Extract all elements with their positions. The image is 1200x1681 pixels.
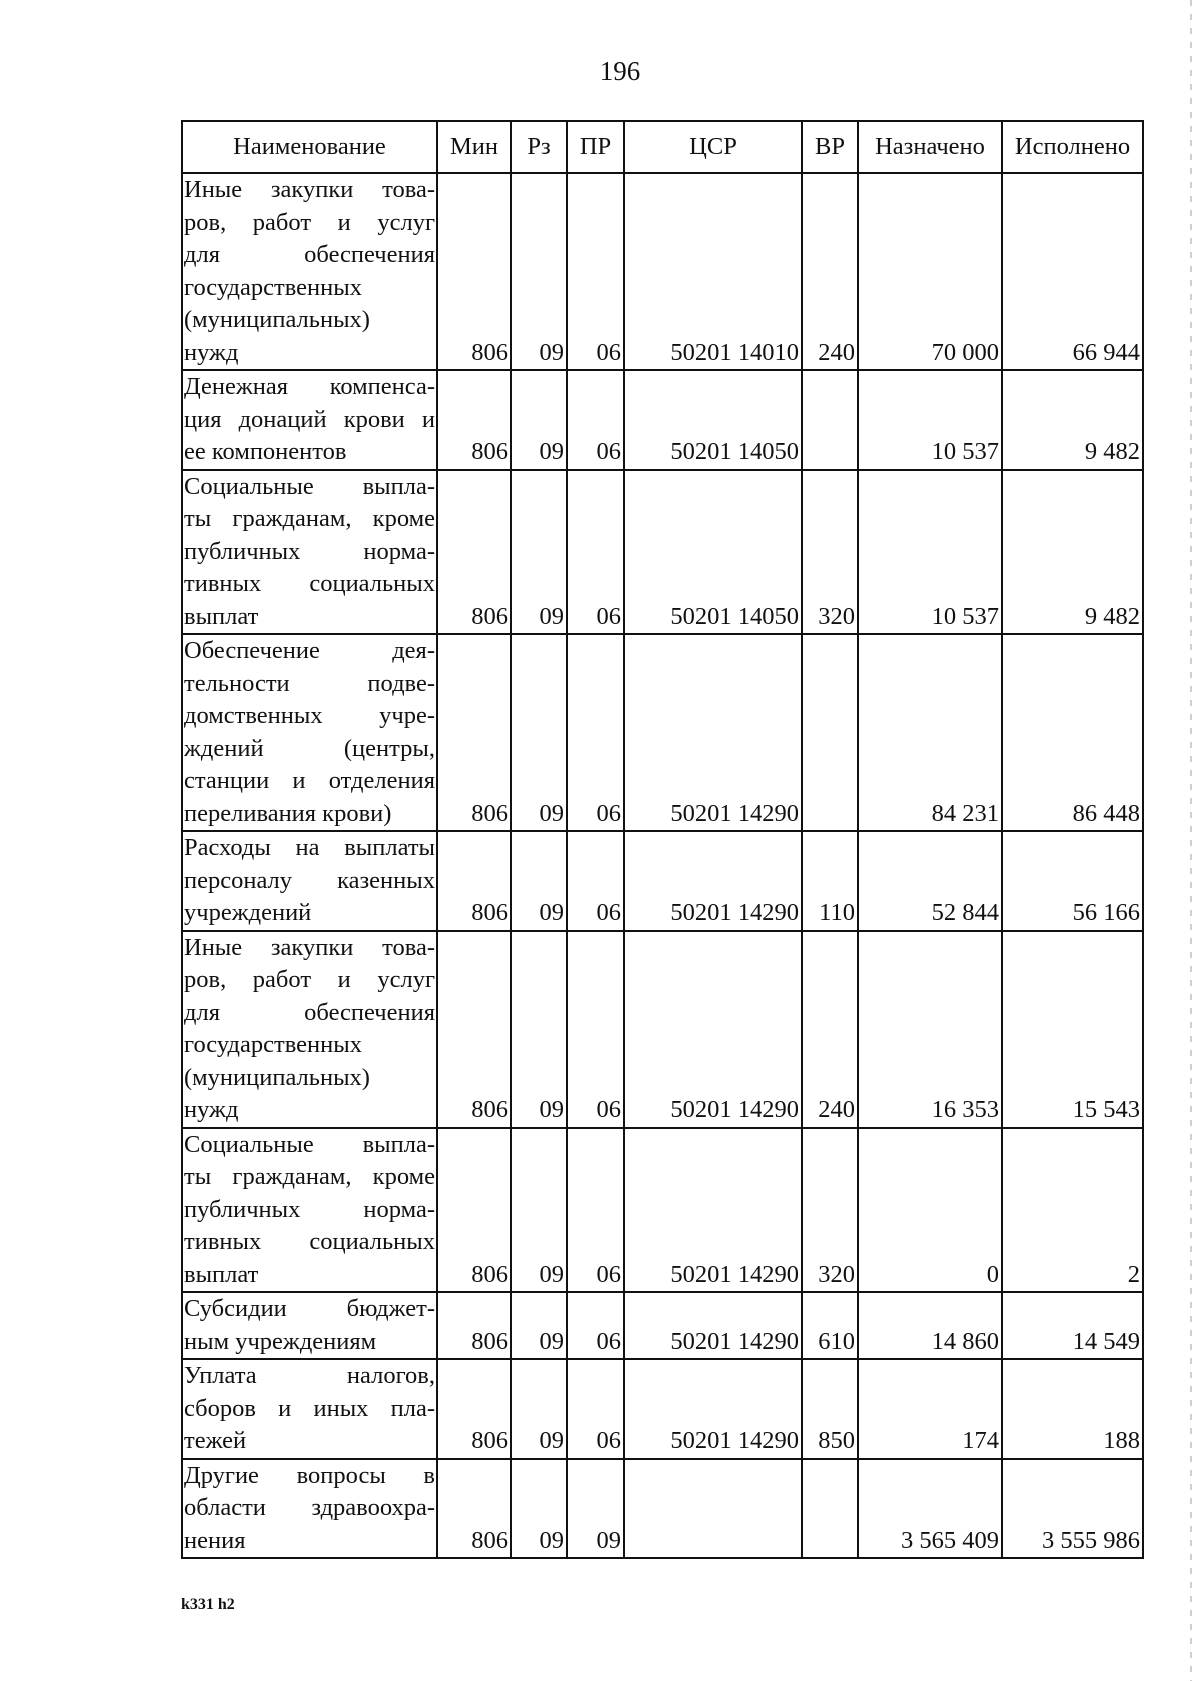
cell-executed: 56 166 <box>1002 831 1143 931</box>
cell-csr: 50201 14050 <box>624 470 802 635</box>
row-name-line: домственных учре- <box>184 702 435 729</box>
table-row <box>182 173 1143 370</box>
cell-pr: 06 <box>567 931 624 1128</box>
header-rz: Рз <box>511 121 567 173</box>
page-number: 196 <box>599 56 641 86</box>
row-name-line: ция донаций крови и <box>184 405 435 433</box>
row-name-line: учреждений <box>184 899 312 926</box>
cell-csr: 50201 14290 <box>624 931 802 1128</box>
row-name-cell <box>182 1359 437 1459</box>
cell-assigned: 10 537 <box>858 370 1002 470</box>
cell-pr: 06 <box>567 831 624 931</box>
cell-min: 806 <box>437 1292 511 1359</box>
row-name-line: ным учреждениям <box>184 1327 377 1355</box>
cell-vr: 320 <box>802 470 858 635</box>
cell-pr: 06 <box>567 1128 624 1293</box>
cell-assigned: 70 000 <box>858 173 1002 370</box>
row-name-line: тивных социальных <box>184 570 435 597</box>
row-name-line: станции и отделения <box>184 767 435 794</box>
cell-min: 806 <box>437 634 511 831</box>
header-name: Наименование <box>182 121 437 173</box>
row-name-cell <box>182 831 437 931</box>
row-name-line: (муниципальных) <box>184 1063 370 1091</box>
row-name-line: государственных <box>184 1031 362 1058</box>
table-row <box>182 470 1143 635</box>
cell-min: 806 <box>437 173 511 370</box>
row-name-cell <box>182 173 437 370</box>
table-row <box>182 1359 1143 1459</box>
row-name-line: Субсидии бюджет- <box>184 1295 435 1322</box>
row-name-line: Другие вопросы в <box>184 1461 435 1489</box>
row-name-line: тивных социальных <box>184 1228 435 1255</box>
header-assigned: Назначено <box>858 121 1002 173</box>
row-name-line: ее компонентов <box>184 438 347 465</box>
cell-min: 806 <box>437 831 511 931</box>
row-name-line: ты гражданам, кроме <box>184 1163 435 1190</box>
row-name-cell <box>182 1128 437 1293</box>
cell-rz: 09 <box>511 370 567 470</box>
cell-vr: 850 <box>802 1359 858 1459</box>
row-name-line: для обеспечения <box>184 241 435 268</box>
row-name-line: Иные закупки това- <box>184 933 435 961</box>
row-name-line: ты гражданам, кроме <box>184 505 435 532</box>
row-name-line: Иные закупки това- <box>184 176 435 203</box>
cell-pr: 06 <box>567 1292 624 1359</box>
row-name-cell <box>182 370 437 470</box>
cell-executed: 3 555 986 <box>1002 1459 1143 1559</box>
cell-rz: 09 <box>511 173 567 370</box>
row-name-cell <box>182 634 437 831</box>
cell-csr: 50201 14290 <box>624 1359 802 1459</box>
row-name-line: тежей <box>184 1427 247 1454</box>
cell-csr: 50201 14050 <box>624 370 802 470</box>
header-min: Мин <box>437 121 511 173</box>
row-name-line: Расходы на выплаты <box>184 834 435 861</box>
cell-csr: 50201 14010 <box>624 173 802 370</box>
cell-assigned: 174 <box>858 1359 1002 1459</box>
row-name-line: (муниципальных) <box>184 306 370 333</box>
row-name-line: Уплата налогов, <box>184 1362 435 1389</box>
header-executed: Исполнено <box>1002 121 1143 173</box>
row-name-line: Социальные выпла- <box>184 472 435 500</box>
cell-assigned: 16 353 <box>858 931 1002 1128</box>
row-name-cell <box>182 1459 437 1559</box>
budget-table <box>181 120 1144 1559</box>
cell-assigned: 84 231 <box>858 634 1002 831</box>
table-row <box>182 1459 1143 1559</box>
cell-assigned: 10 537 <box>858 470 1002 635</box>
row-name-line: выплат <box>184 602 259 630</box>
cell-rz: 09 <box>511 634 567 831</box>
cell-vr: 610 <box>802 1292 858 1359</box>
header-pr: ПР <box>567 121 624 173</box>
cell-vr <box>802 634 858 831</box>
cell-vr: 240 <box>802 173 858 370</box>
cell-assigned: 0 <box>858 1128 1002 1293</box>
row-name-cell <box>182 470 437 635</box>
cell-assigned: 52 844 <box>858 831 1002 931</box>
row-name-line: области здравоохра- <box>184 1494 435 1521</box>
row-name-line: тельности подве- <box>184 669 435 697</box>
row-name-cell <box>182 931 437 1128</box>
cell-rz: 09 <box>511 1359 567 1459</box>
cell-min: 806 <box>437 470 511 635</box>
cell-vr <box>802 370 858 470</box>
cell-pr: 06 <box>567 634 624 831</box>
cell-rz: 09 <box>511 931 567 1128</box>
footer-code: k331 h2 <box>181 1596 235 1613</box>
cell-min: 806 <box>437 931 511 1128</box>
header-csr: ЦСР <box>624 121 802 173</box>
row-name-line: ждений (центры, <box>184 734 435 762</box>
cell-executed: 66 944 <box>1002 173 1143 370</box>
cell-rz: 09 <box>511 831 567 931</box>
cell-executed: 14 549 <box>1002 1292 1143 1359</box>
row-name-line: Денежная компенса- <box>184 373 435 400</box>
cell-pr: 06 <box>567 1359 624 1459</box>
cell-pr: 09 <box>567 1459 624 1559</box>
row-name-line: Обеспечение дея- <box>184 637 435 664</box>
row-name-line: сборов и иных пла- <box>184 1394 435 1422</box>
row-name-line: Социальные выпла- <box>184 1130 435 1158</box>
cell-vr: 110 <box>802 831 858 931</box>
row-name-line: персоналу казенных <box>184 866 435 894</box>
row-name-line: нения <box>184 1526 246 1554</box>
row-name-line: публичных норма- <box>184 1195 435 1223</box>
cell-executed: 15 543 <box>1002 931 1143 1128</box>
cell-executed: 2 <box>1002 1128 1143 1293</box>
cell-pr: 06 <box>567 173 624 370</box>
table-row <box>182 370 1143 470</box>
row-name-line: нужд <box>184 338 239 366</box>
cell-rz: 09 <box>511 1292 567 1359</box>
scan-edge-artifact <box>1190 0 1192 1681</box>
row-name-line: для обеспечения <box>184 998 435 1026</box>
table-header-row <box>182 121 1143 173</box>
cell-csr <box>624 1459 802 1559</box>
row-name-line: государственных <box>184 273 362 301</box>
cell-assigned: 3 565 409 <box>858 1459 1002 1559</box>
table-row <box>182 1128 1143 1293</box>
table-row <box>182 634 1143 831</box>
cell-csr: 50201 14290 <box>624 1292 802 1359</box>
cell-executed: 9 482 <box>1002 370 1143 470</box>
cell-rz: 09 <box>511 470 567 635</box>
row-name-line: нужд <box>184 1096 239 1123</box>
row-name-line: переливания крови) <box>184 799 392 827</box>
cell-min: 806 <box>437 1128 511 1293</box>
cell-pr: 06 <box>567 370 624 470</box>
cell-min: 806 <box>437 1459 511 1559</box>
cell-csr: 50201 14290 <box>624 831 802 931</box>
row-name-line: выплат <box>184 1260 259 1288</box>
row-name-cell <box>182 1292 437 1359</box>
cell-vr: 240 <box>802 931 858 1128</box>
cell-csr: 50201 14290 <box>624 634 802 831</box>
table-row <box>182 1292 1143 1359</box>
cell-vr <box>802 1459 858 1559</box>
cell-min: 806 <box>437 370 511 470</box>
table-row <box>182 931 1143 1128</box>
cell-min: 806 <box>437 1359 511 1459</box>
cell-executed: 9 482 <box>1002 470 1143 635</box>
cell-executed: 86 448 <box>1002 634 1143 831</box>
cell-csr: 50201 14290 <box>624 1128 802 1293</box>
row-name-line: ров, работ и услуг <box>184 966 435 993</box>
table-row <box>182 831 1143 931</box>
cell-pr: 06 <box>567 470 624 635</box>
header-vr: ВР <box>802 121 858 173</box>
cell-vr: 320 <box>802 1128 858 1293</box>
table-body <box>182 173 1143 1558</box>
cell-rz: 09 <box>511 1128 567 1293</box>
row-name-line: ров, работ и услуг <box>184 208 435 236</box>
cell-rz: 09 <box>511 1459 567 1559</box>
cell-assigned: 14 860 <box>858 1292 1002 1359</box>
cell-executed: 188 <box>1002 1359 1143 1459</box>
row-name-line: публичных норма- <box>184 537 435 565</box>
